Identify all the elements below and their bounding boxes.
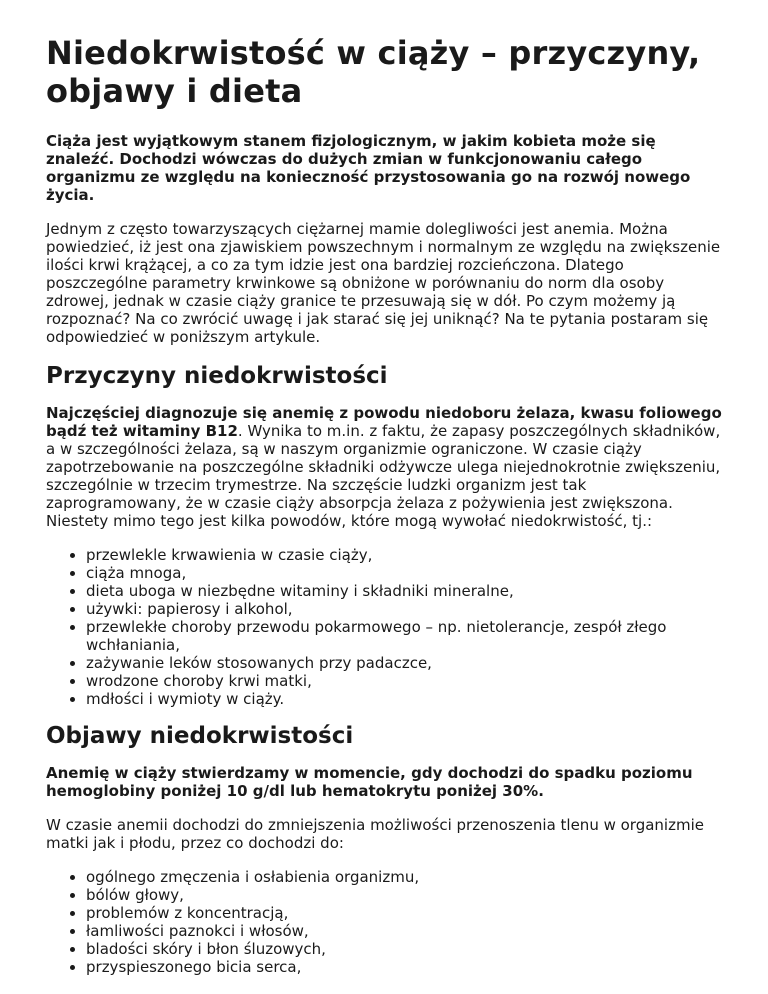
symptoms-lead: Anemię w ciąży stwierdzamy w momencie, gdy dochodzi do spadku poziomu hemoglobiny poniżej 10 g/dl lub hematokrytu poniżej 30%. <box>46 764 693 800</box>
symptoms-section <box>46 722 722 976</box>
symptoms-list <box>46 868 722 976</box>
causes-paragraph-text: . Wynika to m.in. z faktu, że zapasy poszczególnych składników, a w szczególności żelaza, są w naszym organizmie ograniczone. W czasie ciąży zapotrzebowanie na poszczególne składniki odżywcze ulega niejednokrotnie zwiększeniu, szczególnie w trzecim trymestrze. Na szczęście ludzki organizm jest tak zaprogramowany, że w czasie ciąży absorpcja żelaza z pożywienia jest zwiększona. Niestety mimo tego jest kilka powodów, które mogą wywołać niedokrwistość, tj.: <box>46 422 721 530</box>
list-item: • ogólnego zmęczenia i osłabienia organizmu, <box>86 868 722 886</box>
causes-heading: Przyczyny niedokrwistości <box>46 363 388 389</box>
list-item: • przyspieszonego bicia serca, <box>86 958 722 976</box>
symptoms-heading: Objawy niedokrwistości <box>46 723 354 749</box>
list-item: • przewlekle krwawienia w czasie ciąży, <box>86 546 722 564</box>
list-item: • łamliwości paznokci i włosów, <box>86 922 722 940</box>
causes-paragraph <box>46 404 722 530</box>
article-title: Niedokrwistość w ciąży – przyczyny, objawy i dieta <box>46 34 701 110</box>
causes-list <box>46 546 722 708</box>
article-lead: Ciąża jest wyjątkowym stanem fizjologicznym, w jakim kobieta może się znaleźć. Dochodzi wówczas do dużych zmian w funkcjonowaniu całego organizmu ze względu na konieczność przystosowania go na rozwój nowego życia. <box>46 132 691 204</box>
list-item: • zażywanie leków stosowanych przy padaczce, <box>86 654 722 672</box>
list-item: • wrodzone choroby krwi matki, <box>86 672 722 690</box>
list-item: • używki: papierosy i alkohol, <box>86 600 722 618</box>
list-item: • bólów głowy, <box>86 886 722 904</box>
list-item: • przewlekłe choroby przewodu pokarmowego – np. nietolerancje, zespół złego wchłaniania, <box>86 618 722 654</box>
symptoms-intro: W czasie anemii dochodzi do zmniejszenia możliwości przenoszenia tlenu w organizmie matki jak i płodu, przez co dochodzi do: <box>46 816 704 852</box>
list-item: • mdłości i wymioty w ciąży. <box>86 690 722 708</box>
list-item: • problemów z koncentracją, <box>86 904 722 922</box>
causes-section <box>46 362 722 708</box>
article-intro: Jednym z często towarzyszących ciężarnej mamie dolegliwości jest anemia. Można powiedzieć, iż jest ona zjawiskiem powszechnym i normalnym ze względu na zwiększenie ilości krwi krążącej, a co za tym idzie jest ona bardziej rozcieńczona. Dlatego poszczególne parametry krwinkowe są obniżone w porównaniu do norm dla osoby zdrowej, jednak w czasie ciąży granice te przesuwają się w dół. Po czym możemy ją rozpoznać? Na co zwrócić uwagę i jak starać się jej uniknąć? Na te pytania postaram się odpowiedzieć w poniższym artykule. <box>46 220 721 346</box>
list-item: • ciąża mnoga, <box>86 564 722 582</box>
causes-paragraph-bold: Najczęściej diagnozuje się anemię z powodu niedoboru żelaza, kwasu foliowego bądź też witaminy B12 <box>46 404 722 440</box>
list-item: • dieta uboga w niezbędne witaminy i składniki mineralne, <box>86 582 722 600</box>
list-item: • bladości skóry i błon śluzowych, <box>86 940 722 958</box>
